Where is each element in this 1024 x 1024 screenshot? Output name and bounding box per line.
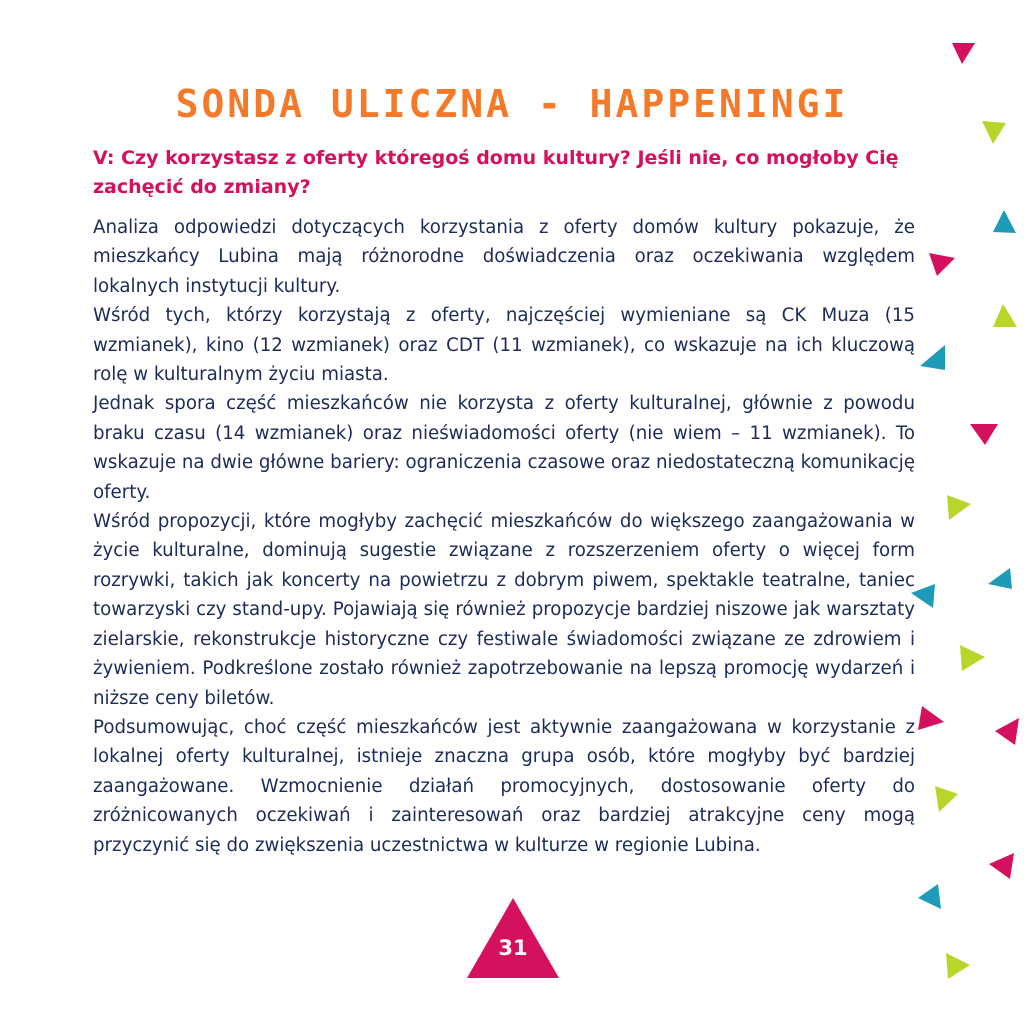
confetti-triangle-icon <box>995 718 1019 745</box>
paragraph-intro: Analiza odpowiedzi dotyczących korzystania z oferty domów kultury pokazuje, że mieszkańcy Lubina mają różnorodne doświadczenia oraz oczekiwania względem lokalnych instytucji kultury. <box>93 217 915 297</box>
confetti-triangle-icon <box>970 424 998 445</box>
confetti-triangle-icon <box>929 253 955 276</box>
confetti-triangle-icon <box>952 43 975 64</box>
page-number: 31 <box>498 936 528 960</box>
survey-question: V: Czy korzystasz z oferty któregoś domu kultury? Jeśli nie, co mogłoby Cię zachęcić do zmiany? <box>93 147 899 198</box>
page-title: SONDA ULICZNA - HAPPENINGI <box>175 82 849 126</box>
confetti-triangle-icon <box>960 645 985 671</box>
confetti-triangle-icon <box>946 953 970 979</box>
paragraph-users: Wśród tych, którzy korzystają z oferty, najczęściej wymieniane są CK Muza (15 wzmianek), kino (12 wzmianek) oraz CDT (11 wzmianek), co wskazuje na ich kluczową rolę w kulturalnym życiu miasta. <box>93 305 915 386</box>
confetti-triangle-icon <box>911 584 935 608</box>
confetti-triangle-icon <box>993 304 1017 327</box>
confetti-triangle-icon <box>993 210 1016 233</box>
confetti-triangle-icon <box>918 884 941 909</box>
confetti-triangle-icon <box>982 121 1006 144</box>
paragraph-summary: Podsumowując, choć część mieszkańców jest aktywnie zaangażowana w korzystanie z lokalnej oferty kulturalnej, istnieje znaczna grupa osób, które mogłyby być bardziej zaangażowane. Wzmocnienie działań promocyjnych, dostosowanie oferty do zróżnicowanych oczekiwań i zainteresowań oraz bardziej atrakcyjne ceny mogą przyczynić się do zwiększenia uczestnictwa w kulturze w regionie Lubina. <box>93 716 915 856</box>
paragraph-barriers: Jednak spora część mieszkańców nie korzysta z oferty kulturalnej, głównie z powodu braku czasu (14 wzmianek) oraz nieświadomości oferty (nie wiem – 11 wzmianek). To wskazuje na dwie główne bariery: ograniczenia czasowe oraz niedostateczną komunikację oferty. <box>93 393 915 503</box>
confetti-triangle-icon <box>989 853 1014 879</box>
confetti-triangle-icon <box>988 568 1012 589</box>
page-number-badge <box>467 898 559 978</box>
confetti-triangle-icon <box>920 345 945 370</box>
confetti-triangle-icon <box>947 495 971 520</box>
paragraph-proposals: Wśród propozycji, które mogłyby zachęcić mieszkańców do większego zaangażowania w życie kulturalne, dominują sugestie związane z rozszerzeniem oferty o więcej form rozrywki, takich jak koncerty na powietrzu z dobrym piwem, spektakle teatralne, taniec towarzyski czy stand-upy. Pojawiają się również propozycje bardziej niszowe jak warsztaty zielarskie, rekonstrukcje historyczne czy festiwale świadomości związane ze zdrowiem i żywieniem. Podkreślone zostało również zapotrzebowanie na lepszą promocję wydarzeń i niższe ceny biletów. <box>93 511 915 709</box>
confetti-triangle-icon <box>935 786 958 812</box>
confetti-triangle-icon <box>918 706 944 730</box>
